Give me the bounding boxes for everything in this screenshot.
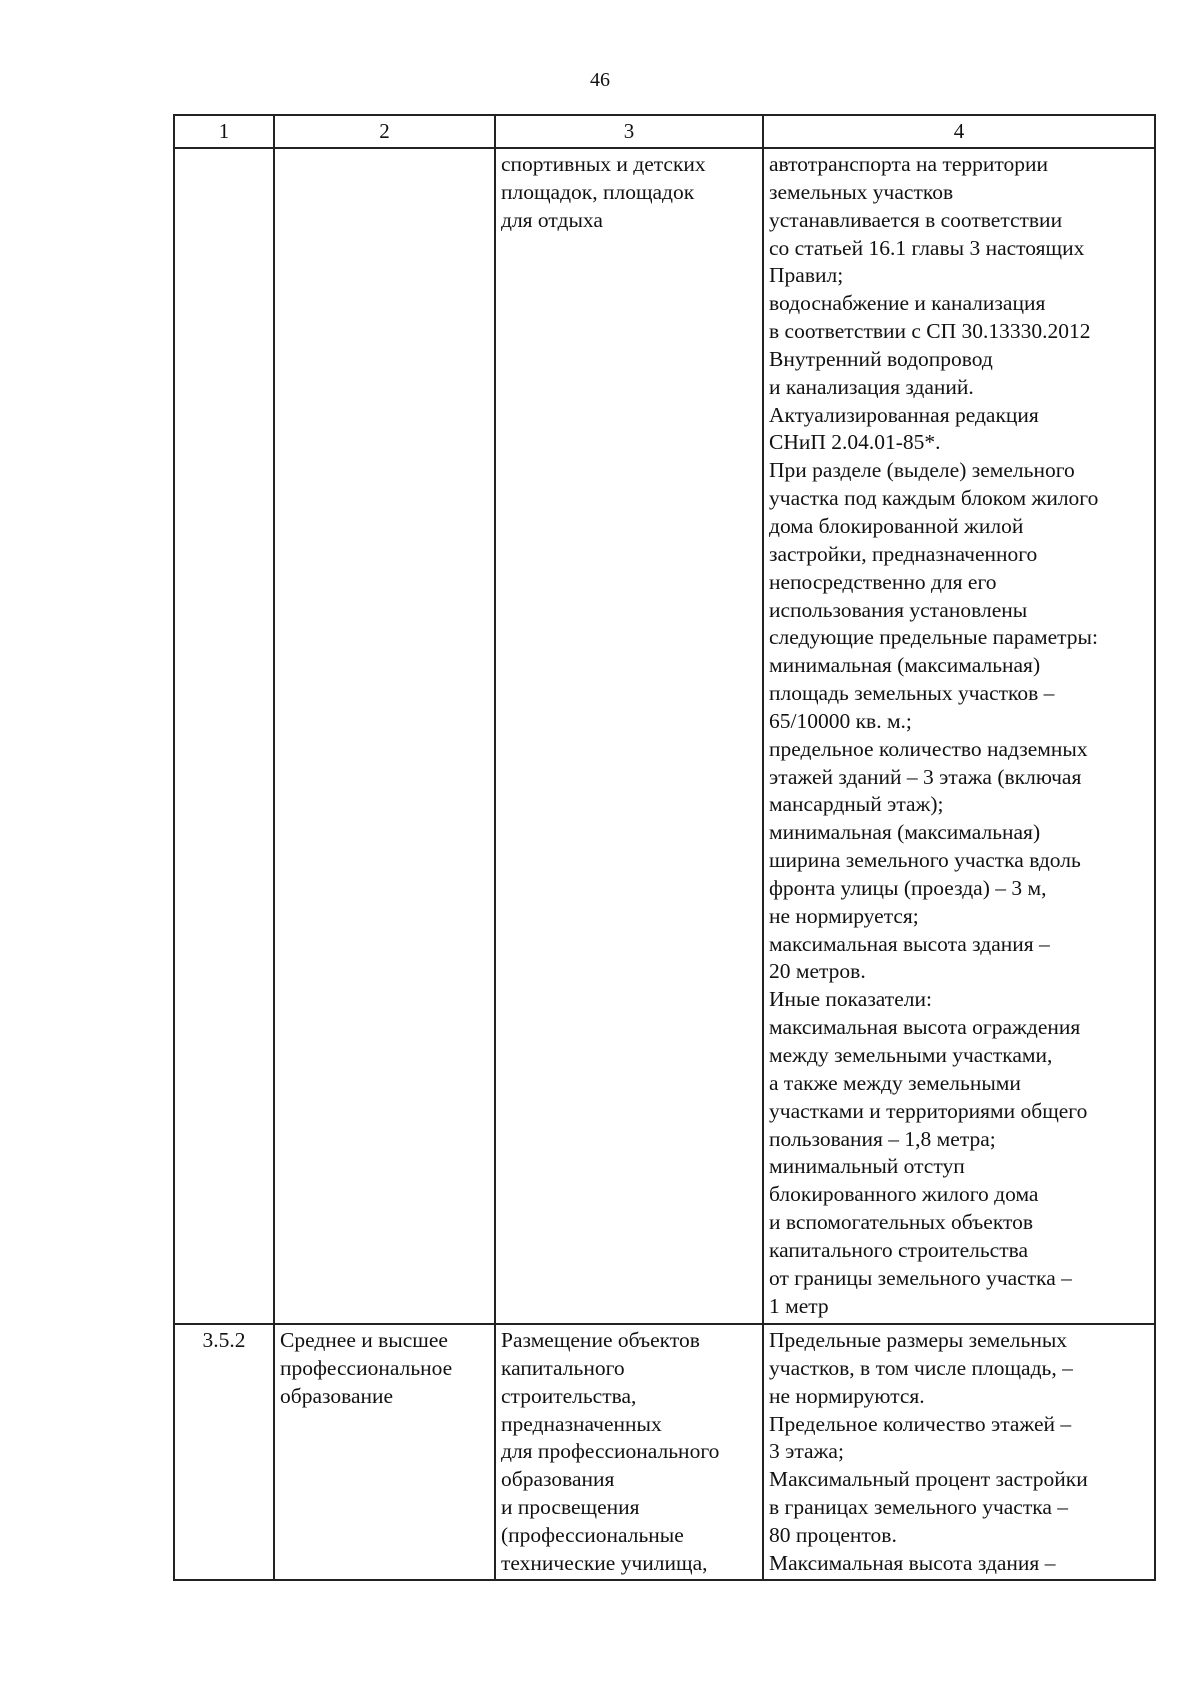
table-row [174,1324,1155,1580]
cell-name [274,148,495,1324]
cell-description: Размещение объектов капитального строительства, предназначенных для профессионального образования и просвещения (профессиональные технические училища, [495,1324,763,1580]
column-header-1: 1 [174,115,274,148]
cell-code [174,148,274,1324]
page-number: 46 [590,69,610,91]
land-use-table [173,114,1156,1581]
cell-code: 3.5.2 [174,1324,274,1580]
cell-parameters: автотранспорта на территории земельных участков устанавливается в соответствии со статьей 16.1 главы 3 настоящих Правил; водоснабжение и канализация в соответствии с СП 30.13330.2012 Внутренний водопровод и канализация зданий. Актуализированная редакция СНиП 2.04.01-85*. При разделе (выделе) земельного участка под каждым блоком жилого дома блокированной жилой застройки, предназначенного непосредственно для его использования установлены следующие предельные параметры: минимальная (максимальная) площадь земельных участков – 65/10000 кв. м.; предельное количество надземных этажей зданий – 3 этажа (включая мансардный этаж); минимальная (максимальная) ширина земельного участка вдоль фронта улицы (проезда) – 3 м, не нормируется; максимальная высота здания – 20 метров. Иные показатели: максимальная высота ограждения между земельными участками, а также между земельными участками и территориями общего пользования – 1,8 метра; минимальный отступ блокированного жилого дома и вспомогательных объектов капитального строительства от границы земельного участка – 1 метр [763,148,1155,1324]
table-header-row [174,115,1155,148]
column-header-2: 2 [274,115,495,148]
cell-description: спортивных и детских площадок, площадок для отдыха [495,148,763,1324]
cell-name: Среднее и высшее профессиональное образование [274,1324,495,1580]
cell-parameters: Предельные размеры земельных участков, в том числе площадь, – не нормируются. Предельное количество этажей – 3 этажа; Максимальный процент застройки в границах земельного участка – 80 процентов. Максимальная высота здания – [763,1324,1155,1580]
table-row [174,148,1155,1324]
column-header-3: 3 [495,115,763,148]
column-header-4: 4 [763,115,1155,148]
